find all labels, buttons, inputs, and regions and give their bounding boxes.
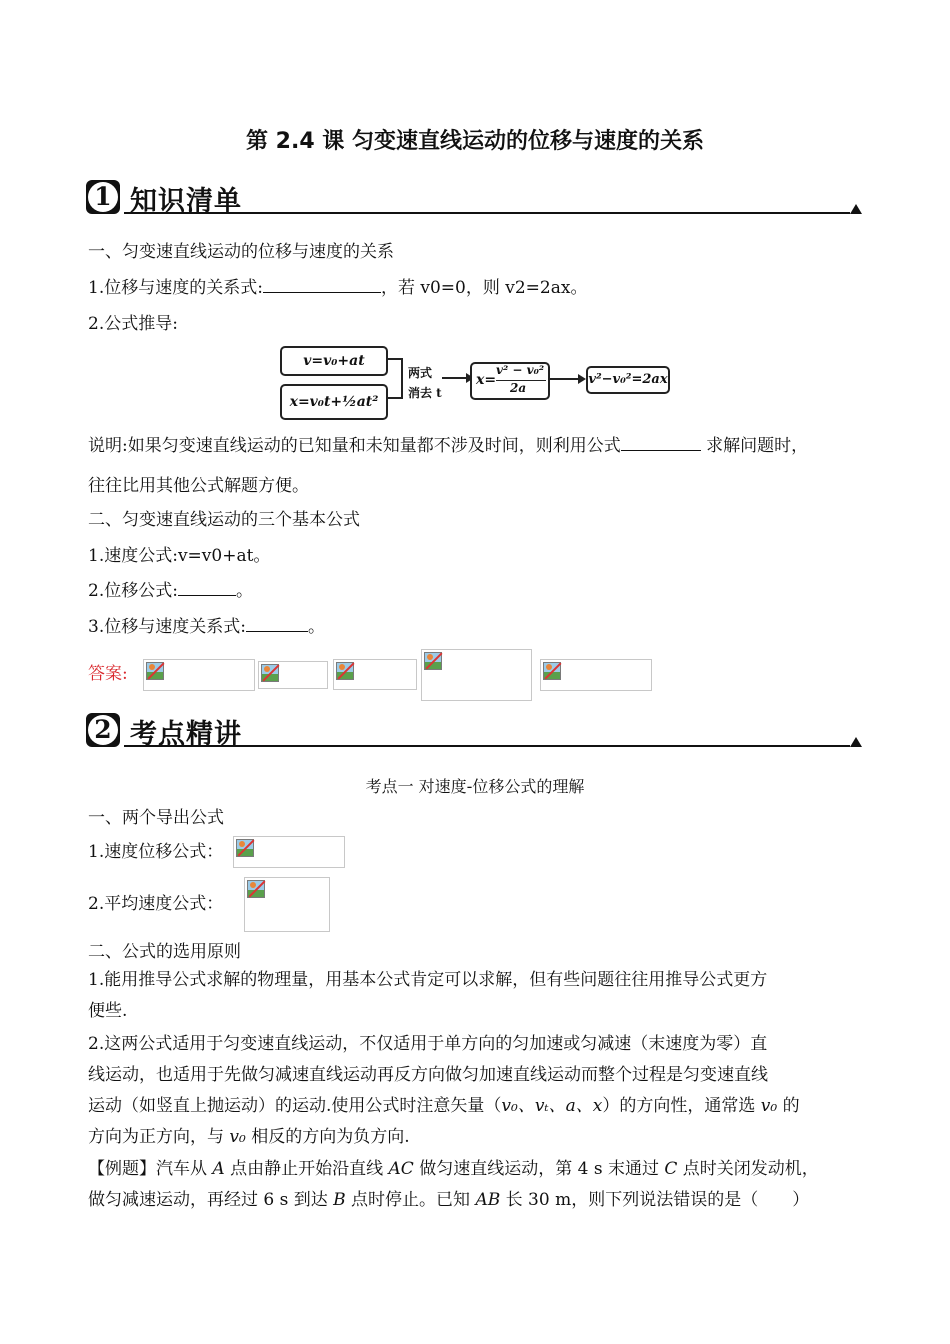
- fill-blank: [263, 274, 381, 293]
- section-rule: [124, 212, 850, 214]
- section-header-key-points: [86, 713, 864, 749]
- answer-image-2: [258, 661, 328, 689]
- broken-image-icon: [247, 880, 265, 898]
- derivation-diagram: [280, 346, 670, 422]
- paragraph-2-line-3: 运动（如竖直上抛运动）的运动.使用公式时注意矢量（v₀、vₜ、a、x）的方向性，通常选 v₀ 的: [88, 1096, 800, 1116]
- heading-three-formulas: 二、匀变速直线运动的三个基本公式: [88, 510, 360, 530]
- displacement-formula-line: 2.位移公式: 。: [88, 577, 253, 605]
- broken-image-icon: [336, 662, 354, 680]
- answer-image-4: [421, 649, 532, 701]
- answer-image-5: [540, 659, 652, 691]
- paragraph-1-line-2: 便些.: [88, 1001, 128, 1021]
- line-derivation: 2.公式推导:: [88, 314, 178, 334]
- velocity-displacement-line: 1.速度位移公式：: [88, 842, 224, 862]
- fill-blank: [621, 432, 701, 451]
- heading-selection-principle: 二、公式的选用原则: [88, 942, 241, 962]
- section-number-badge: 2: [86, 713, 120, 747]
- broken-image-icon: [236, 839, 254, 857]
- relation-formula-line: 3.位移与速度关系式: 。: [88, 613, 325, 641]
- note-line-2: 往往比用其他公式解题方便。: [88, 476, 309, 496]
- arrow-icon: [548, 372, 588, 386]
- fill-blank: [246, 613, 308, 632]
- section-label: 知识清单: [130, 186, 242, 217]
- broken-image-icon: [543, 662, 561, 680]
- velocity-formula-line: 1.速度公式:v=v0+at。: [88, 546, 271, 566]
- average-velocity-line: 2.平均速度公式：: [88, 894, 224, 914]
- answer-image-3: [333, 659, 417, 690]
- note-line-1: 说明:如果匀变速直线运动的已知量和未知量都不涉及时间，则利用公式 求解问题时，: [88, 432, 808, 460]
- triangle-icon: [850, 737, 862, 747]
- displacement-formula-box: x=v₀t+½at²: [280, 384, 388, 420]
- section-rule: [124, 745, 850, 747]
- section-header-knowledge: [86, 180, 864, 216]
- eliminate-label-1: 两式: [408, 366, 433, 380]
- section-number-badge: 1: [86, 180, 120, 214]
- example-line-2: 做匀减速运动，再经过 6 s 到达 B 点时停止。已知 AB 长 30 m，则下列说法错误的是（ ）: [88, 1190, 810, 1210]
- paragraph-1-line-1: 1.能用推导公式求解的物理量，用基本公式肯定可以求解，但有些问题往往用推导公式更方: [88, 970, 768, 990]
- example-line-1: 【例题】汽车从 A 点由静止开始沿直线 AC 做匀速直线运动，第 4 s 末通过 C 点时关闭发动机，: [88, 1159, 819, 1179]
- answer-image-1: [143, 659, 255, 691]
- heading-derived-formulas: 一、两个导出公式: [88, 808, 224, 828]
- broken-image-icon: [261, 664, 279, 682]
- derived-formula-box: x= v² − v₀² 2a: [470, 362, 550, 400]
- key-point-subtitle: 考点一 对速度-位移公式的理解: [365, 777, 585, 796]
- velocity-formula-box: v=v₀+at: [280, 346, 388, 376]
- eliminate-label-2: 消去 t: [408, 386, 442, 400]
- paragraph-2-line-4: 方向为正方向，与 v₀ 相反的方向为负方向.: [88, 1127, 410, 1147]
- paragraph-2-line-1: 2.这两公式适用于匀变速直线运动，不仅适用于单方向的匀加速或匀减速（末速度为零）直: [88, 1034, 768, 1054]
- heading-relation: 一、匀变速直线运动的位移与速度的关系: [88, 242, 394, 262]
- triangle-icon: [850, 204, 862, 214]
- line-relation-formula: 1.位移与速度的关系式: ，若 v0=0，则 v2=2ax。: [88, 274, 587, 302]
- broken-image-icon: [424, 652, 442, 670]
- paragraph-2-line-2: 线运动，也适用于先做匀减速直线运动再反方向做匀加速直线运动而整个过程是匀变速直线: [88, 1065, 768, 1085]
- formula-image-1: [233, 836, 345, 868]
- final-formula-box: v²−v₀²=2ax: [586, 366, 670, 394]
- fill-blank: [178, 577, 236, 596]
- broken-image-icon: [146, 662, 164, 680]
- page-title: 第 2.4 课 匀变速直线运动的位移与速度的关系: [246, 129, 704, 154]
- section-label: 考点精讲: [130, 719, 242, 750]
- formula-image-2: [244, 877, 330, 932]
- answer-label: 答案:: [88, 664, 128, 684]
